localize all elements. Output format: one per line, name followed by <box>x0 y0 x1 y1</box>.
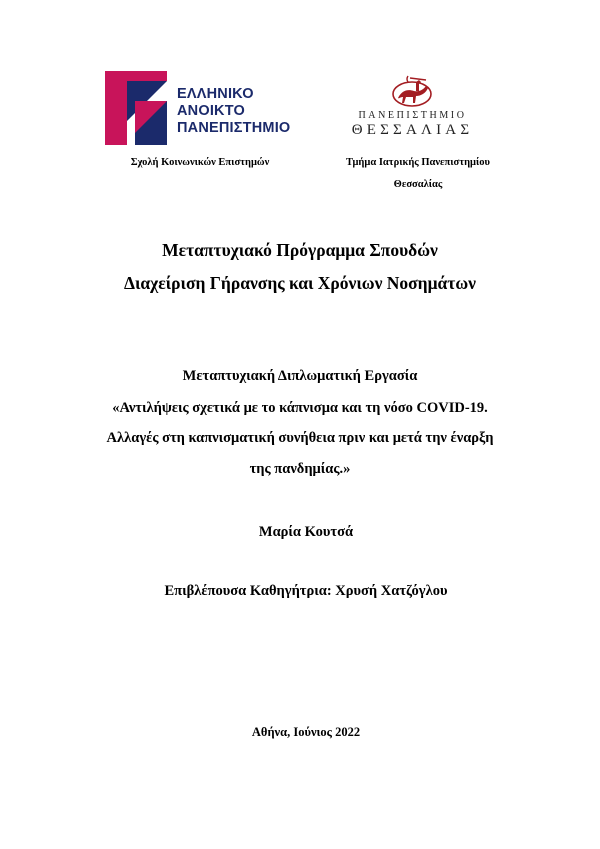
place-date: Αθήνα, Ιούνιος 2022 <box>251 725 361 739</box>
thesis-title-line-1: «Αντιλήψεις σχετικά με το κάπνισμα και τη νόσο COVID-19. <box>112 400 488 416</box>
thesis-title-line-3: της πανδημίας.» <box>249 461 351 477</box>
program-subtitle: Διαχείριση Γήρανσης και Χρόνιων Νοσημάτων <box>124 273 476 293</box>
uth-logo <box>330 72 495 144</box>
eap-logo <box>105 71 290 145</box>
thesis-type: Μεταπτυχιακή Διπλωματική Εργασία <box>182 368 418 384</box>
department-affiliation-line-1: Τμήμα Ιατρικής Πανεπιστημίου <box>346 157 490 168</box>
program-title: Μεταπτυχιακό Πρόγραμμα Σπουδών <box>162 240 438 260</box>
uth-logo-line-1: ΠΑΝΕΠΙΣΤΗΜΙΟ <box>358 110 467 121</box>
eap-logo-line-3: ΠΑΝΕΠΙΣΤΗΜΙΟ <box>177 120 291 136</box>
centaur-emblem-icon <box>386 72 438 110</box>
department-affiliation-line-2: Θεσσαλίας <box>393 179 443 190</box>
author-name: Μαρία Κουτσά <box>258 524 354 540</box>
eap-logo-line-2: ΑΝΟΙΚΤΟ <box>177 103 245 119</box>
school-affiliation: Σχολή Κοινωνικών Επιστημών <box>130 157 270 168</box>
eap-emblem-icon <box>105 71 167 145</box>
uth-logo-line-2: ΘΕΣΣΑΛΙΑΣ <box>351 122 474 138</box>
supervisor: Επιβλέπουσα Καθηγήτρια: Χρυσή Χατζόγλου <box>164 583 448 599</box>
thesis-title-line-2: Αλλαγές στη καπνισματική συνήθεια πριν και μετά την έναρξη <box>106 430 494 446</box>
eap-logo-line-1: ΕΛΛΗΝΙΚΟ <box>177 86 254 102</box>
